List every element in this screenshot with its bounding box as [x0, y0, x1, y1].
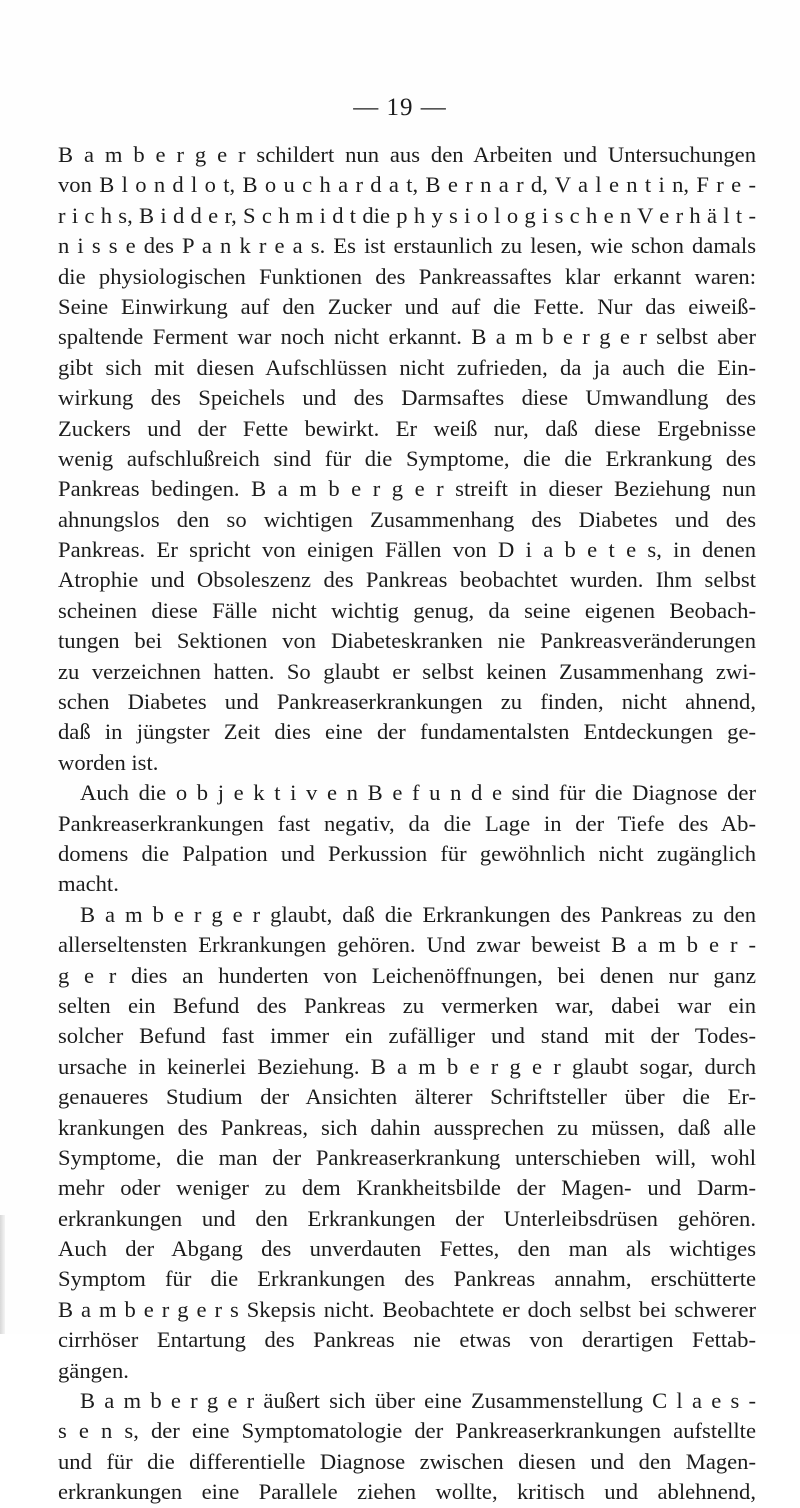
page-number: — 19 —	[353, 94, 447, 121]
text-line: B a m b e r g e r schildert nun aus den Arbeiten und Untersuchungen	[58, 142, 756, 167]
text-line: erkrankungen eine Parallele ziehen wollte, kritisch und ablehnend,	[58, 1479, 756, 1505]
text-line: Symptome, die man der Pankreaserkrankung unterschieben will, wohl	[58, 1144, 756, 1170]
text-line: domens die Palpation und Perkussion für gewöhnlich nicht zugänglich	[58, 840, 756, 866]
text-line: solcher Befund fast immer ein zufälliger und stand mit der Todes-	[58, 1023, 756, 1049]
text-line: Auch der Abgang des unverdauten Fettes, den man als wichtiges	[58, 1236, 756, 1262]
page-edge-shadow	[0, 1215, 5, 1334]
text-line: von B l o n d l o t, B o u c h a r d a t, B e r n a r d, V a l e n t i n, F r e -	[58, 172, 756, 198]
text-line: Seine Einwirkung auf den Zucker und auf die Fette. Nur das eiweiß-	[58, 293, 756, 319]
text-line: scheinen diese Fälle nicht wichtig genug, da seine eigenen Beobach-	[58, 597, 756, 623]
text-line: wirkung des Speichels und des Darmsaftes diese Umwandlung des	[58, 385, 756, 411]
text-line: B a m b e r g e r glaubt, daß die Erkrankungen des Pankreas zu den	[80, 901, 756, 927]
text-line: Pankreas. Er spricht von einigen Fällen von D i a b e t e s, in denen	[58, 537, 756, 563]
text-line: selten ein Befund des Pankreas zu vermerken war, dabei war ein	[58, 992, 756, 1018]
text-line: B a m b e r g e r s Skepsis nicht. Beobachtete er doch selbst bei schwerer	[58, 1296, 756, 1322]
text-line: und für die differentielle Diagnose zwischen diesen und den Magen-	[58, 1448, 756, 1474]
text-line: die physiologischen Funktionen des Pankreassaftes klar erkannt waren:	[58, 263, 756, 289]
text-line: tungen bei Sektionen von Diabeteskranken nie Pankreasveränderungen	[58, 628, 756, 654]
text-line: macht.	[58, 871, 119, 897]
text-line: ursache in keinerlei Beziehung. B a m b e r g e r glaubt sogar, durch	[58, 1053, 756, 1079]
text-line: Auch die o b j e k t i v e n B e f u n d e sind für die Diagnose der	[80, 780, 756, 806]
text-line: erkrankungen und den Erkrankungen der Unterleibsdrüsen gehören.	[58, 1205, 756, 1231]
text-line: B a m b e r g e r äußert sich über eine Zusammenstellung C l a e s -	[80, 1388, 756, 1414]
text-line: s e n s, der eine Symptomatologie der Pankreaserkrankungen aufstellte	[58, 1418, 756, 1444]
text-line: gängen.	[58, 1357, 129, 1383]
text-line: spaltende Ferment war noch nicht erkannt. B a m b e r g e r selbst aber	[58, 324, 756, 350]
text-line: wenig aufschlußreich sind für die Symptome, die die Erkrankung des	[58, 445, 756, 471]
text-line: worden ist.	[58, 749, 159, 775]
text-line: cirrhöser Entartung des Pankreas nie etwas von derartigen Fettab-	[58, 1327, 756, 1353]
text-line: zu verzeichnen hatten. So glaubt er selbst keinen Zusammenhang zwi-	[58, 658, 756, 684]
text-line: allerseltensten Erkrankungen gehören. Und zwar beweist B a m b e r -	[58, 932, 756, 958]
text-line: Pankreas bedingen. B a m b e r g e r streift in dieser Beziehung nun	[58, 476, 756, 502]
text-line: n i s s e des P a n k r e a s. Es ist erstaunlich zu lesen, wie schon damals	[58, 233, 756, 259]
text-line: schen Diabetes und Pankreaserkrankungen zu finden, nicht ahnend,	[58, 689, 756, 715]
text-line: daß in jüngster Zeit dies eine der fundamentalsten Entdeckungen ge-	[58, 719, 756, 745]
text-line: gibt sich mit diesen Aufschlüssen nicht zufrieden, da ja auch die Ein-	[58, 354, 756, 380]
text-line: r i c h s, B i d d e r, S c h m i d t die p h y s i o l o g i s c h e n V e r h ä l t -	[58, 202, 756, 228]
text-line: mehr oder weniger zu dem Krankheitsbilde der Magen- und Darm-	[58, 1175, 756, 1201]
text-line: krankungen des Pankreas, sich dahin aussprechen zu müssen, daß alle	[58, 1114, 756, 1140]
text-line: Zuckers und der Fette bewirkt. Er weiß nur, daß diese Ergebnisse	[58, 415, 756, 441]
text-line: Pankreaserkrankungen fast negativ, da die Lage in der Tiefe des Ab-	[58, 810, 756, 836]
text-line: Symptom für die Erkrankungen des Pankreas annahm, erschütterte	[58, 1266, 756, 1292]
body-text	[58, 140, 756, 1508]
text-line: Atrophie und Obsoleszenz des Pankreas beobachtet wurden. Ihm selbst	[58, 567, 756, 593]
text-line: genaueres Studium der Ansichten älterer Schriftsteller über die Er-	[58, 1084, 756, 1110]
text-line: ahnungslos den so wichtigen Zusammenhang des Diabetes und des	[58, 506, 756, 532]
text-line: g e r dies an hunderten von Leichenöffnungen, bei denen nur ganz	[58, 962, 756, 988]
